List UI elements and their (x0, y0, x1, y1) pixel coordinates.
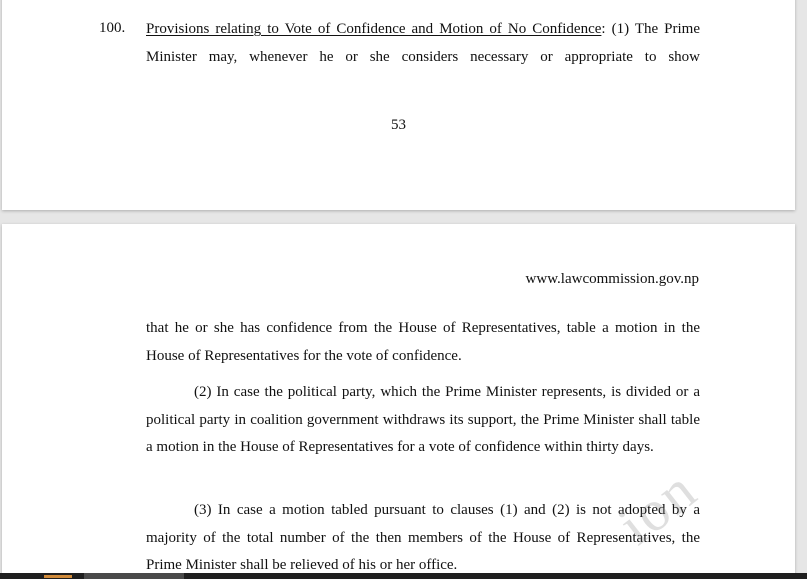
section-heading: Provisions relating to Vote of Confidence and Motion of No Confidence (146, 21, 602, 37)
section-intro-text: : (1) The Prime Minister may, whenever he or she considers necessary or appropriate to show (146, 21, 700, 65)
page-53 (2, 0, 795, 210)
page-54 (2, 224, 795, 579)
section-number: 100. (99, 20, 126, 36)
section-100-paragraph (146, 16, 700, 71)
taskbar-icon[interactable] (44, 575, 72, 578)
clause-3-paragraph: (3) In case a motion tabled pursuant to clauses (1) and (2) is not adopted by a majority of the total number of the then members of the House of Representatives, the Prime Minister shall be relieved of his or her office. (146, 502, 700, 573)
taskbar[interactable] (0, 573, 807, 579)
watermark: ion (605, 456, 709, 558)
page-number: 53 (391, 117, 406, 133)
paragraph-continuation: that he or she has confidence from the House of Representatives, table a motion in the House of Representatives for the vote of confidence. (146, 320, 700, 364)
website-header: www.lawcommission.gov.np (525, 271, 699, 287)
clause-2-paragraph: (2) In case the political party, which the Prime Minister represents, is divided or a political party in coalition government withdraws its support, the Prime Minister shall table a motion in the House of Representatives for a vote of confidence within thirty days. (146, 384, 700, 455)
taskbar-active-item[interactable] (84, 573, 184, 579)
